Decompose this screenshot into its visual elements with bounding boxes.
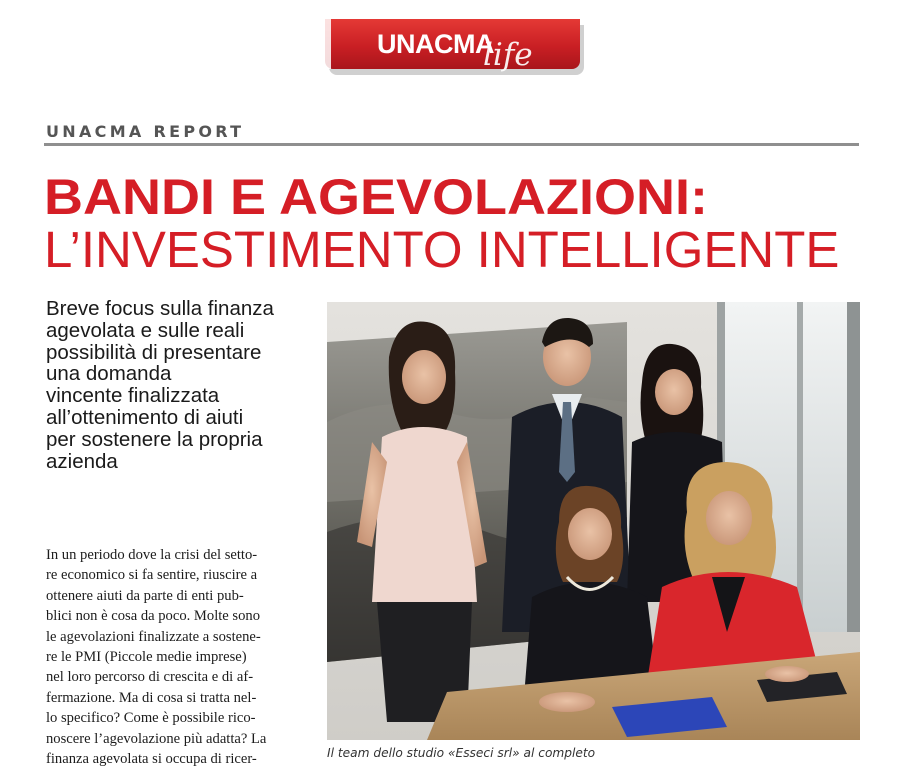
body-line: lo specifico? Come è possibile rico- — [46, 710, 256, 727]
brand-script: life — [483, 37, 533, 73]
lead-line: per sostenere la propria — [46, 427, 263, 451]
body-line: le agevolazioni finalizzate a sostene- — [46, 628, 261, 645]
body-line: re le PMI (Piccole medie imprese) — [46, 649, 247, 666]
body-text — [46, 545, 314, 770]
lead-line: all’ottenimento di aiuti — [46, 405, 244, 429]
lead-line: vincente finalizzata — [46, 384, 220, 408]
body-line: finanza agevolata si occupa di ricer- — [46, 751, 257, 768]
lead-line: Breve focus sulla finanza — [46, 297, 274, 320]
lead-paragraph — [46, 298, 316, 472]
lead-line: possibilità di presentare — [46, 340, 262, 364]
brand-main: UNACMA — [377, 29, 494, 59]
team-photo — [327, 302, 860, 740]
unacma-life-banner — [325, 19, 580, 73]
lead-line: una domanda — [46, 362, 172, 386]
section-rule — [44, 143, 859, 146]
lead-line: azienda — [46, 449, 118, 473]
headline-line-2: L’INVESTIMENTO INTELLIGENTE — [44, 221, 840, 278]
photo-caption: Il team dello studio «Esseci srl» al completo — [327, 746, 596, 760]
lead-line: agevolata e sulle reali — [46, 318, 245, 342]
body-line: blici non è cosa da poco. Molte sono — [46, 608, 260, 625]
banner-ribbon — [325, 19, 580, 73]
body-line: nel loro percorso di crescita e di af- — [46, 669, 254, 686]
body-line: re economico si fa sentire, riuscire a — [46, 567, 258, 584]
body-line: ottenere aiuti da parte di enti pub- — [46, 587, 244, 604]
team-photo-illustration — [327, 302, 860, 740]
body-line: In un periodo dove la crisi del setto- — [46, 547, 258, 563]
section-kicker: UNACMA REPORT — [46, 122, 245, 141]
body-line: noscere l’agevolazione più adatta? La — [46, 730, 267, 747]
headline-line-1: BANDI E AGEVOLAZIONI: — [44, 169, 709, 225]
body-line: fermazione. Ma di cosa si tratta nel- — [46, 689, 257, 706]
